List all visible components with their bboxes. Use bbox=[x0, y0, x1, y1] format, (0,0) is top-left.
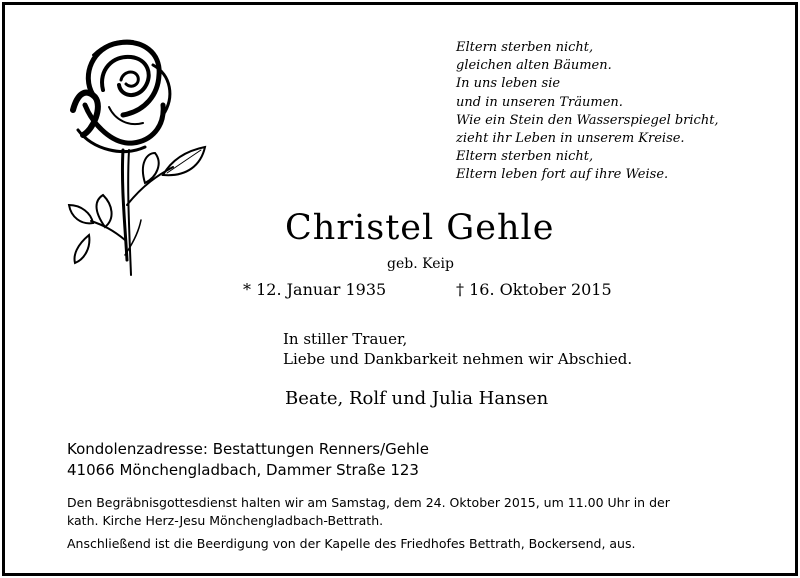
family-names: Beate, Rolf und Julia Hansen bbox=[285, 388, 549, 409]
poem bbox=[456, 39, 719, 185]
poem-line: Eltern sterben nicht, bbox=[456, 40, 594, 55]
funeral-line: kath. Kirche Herz-Jesu Mönchengladbach-Bettrath. bbox=[67, 513, 384, 528]
deceased-name: Christel Gehle bbox=[285, 208, 555, 248]
mourning-line: In stiller Trauer, bbox=[283, 330, 408, 348]
condolence-address bbox=[67, 439, 429, 481]
poem-line: zieht ihr Leben in unserem Kreise. bbox=[456, 131, 685, 147]
condolence-line: 41066 Mönchengladbach, Dammer Straße 123 bbox=[67, 461, 419, 479]
death-date: † 16. Oktober 2015 bbox=[456, 280, 612, 299]
condolence-line: Kondolenzadresse: Bestattungen Renners/Gehle bbox=[67, 440, 429, 458]
poem-line: Eltern leben fort auf ihre Weise. bbox=[456, 167, 669, 183]
poem-line: Eltern sterben nicht, bbox=[456, 149, 594, 165]
poem-line: In uns leben sie bbox=[456, 76, 561, 92]
birth-date: * 12. Januar 1935 bbox=[243, 280, 387, 299]
funeral-line: Anschließend ist die Beerdigung von der Kapelle des Friedhofes Bettrath, Bockersend, aus. bbox=[67, 536, 636, 551]
mourning-text bbox=[283, 329, 632, 369]
mourning-line: Liebe und Dankbarkeit nehmen wir Abschied. bbox=[283, 350, 633, 368]
funeral-line: Den Begräbnisgottesdienst halten wir am Samstag, dem 24. Oktober 2015, um 11.00 Uhr in der bbox=[67, 495, 670, 510]
rose-icon bbox=[63, 35, 213, 295]
funeral-notice bbox=[67, 494, 757, 553]
obituary-frame bbox=[2, 2, 798, 576]
maiden-name: geb. Keip bbox=[387, 256, 454, 272]
poem-line: gleichen alten Bäumen. bbox=[456, 58, 612, 74]
poem-line: und in unseren Träumen. bbox=[456, 94, 623, 110]
poem-line: Wie ein Stein den Wasserspiegel bricht, bbox=[456, 112, 719, 128]
